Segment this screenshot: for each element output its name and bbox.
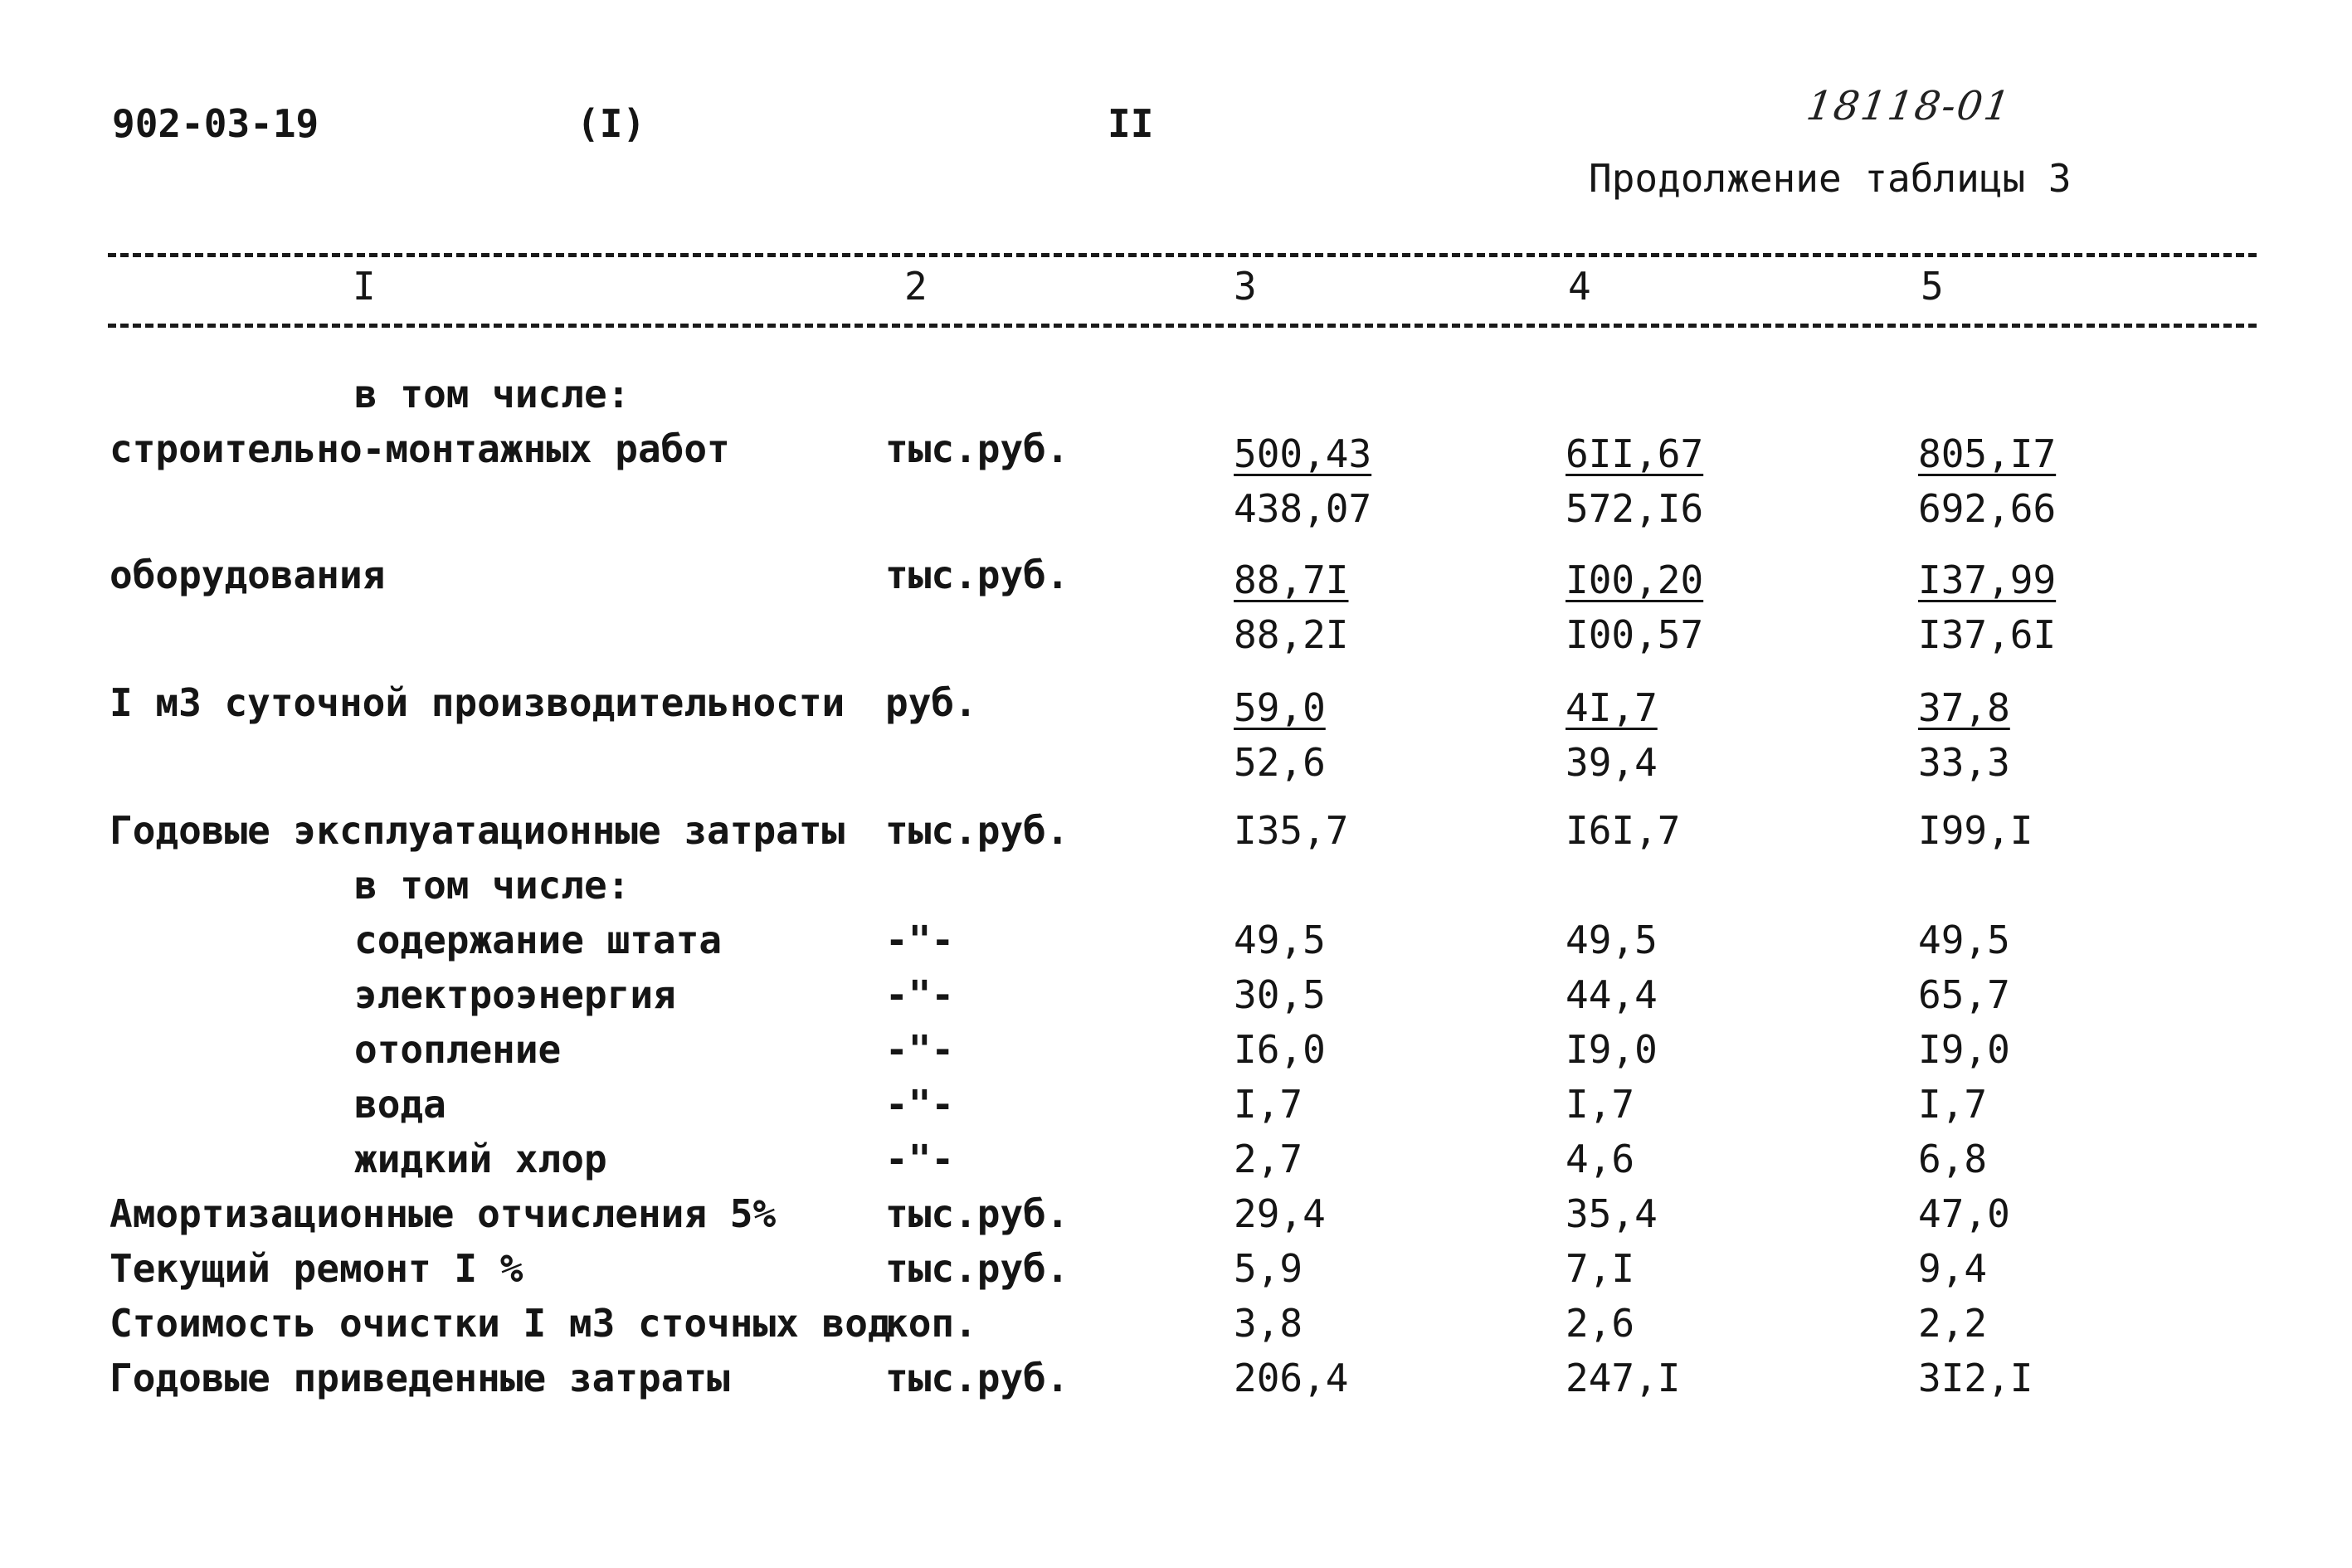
- row-unit: руб.: [885, 680, 977, 725]
- part-number: (I): [577, 101, 646, 146]
- column-header-3: 3: [1234, 264, 1257, 309]
- row-value-3: 5,9: [1234, 1246, 1303, 1291]
- table-row: [110, 553, 2267, 662]
- row-value-5: 65,7: [1918, 972, 2010, 1017]
- row-label: жидкий хлор: [354, 1137, 607, 1181]
- row-label: в том числе:: [354, 372, 631, 416]
- row-unit: -"-: [885, 1027, 955, 1072]
- row-label: Стоимость очистки I м3 сточных вод: [110, 1301, 891, 1346]
- row-value-4: 4,6: [1566, 1137, 1635, 1181]
- row-unit: тыс.руб.: [885, 1246, 1069, 1291]
- row-value-3: I35,7: [1234, 808, 1349, 853]
- row-unit: тыс.руб.: [885, 1191, 1069, 1236]
- row-value-4: 49,5: [1566, 918, 1658, 962]
- row-label: отопление: [354, 1027, 562, 1072]
- row-label: Амортизационные отчисления 5%: [110, 1191, 777, 1236]
- row-value-3: I,7: [1234, 1082, 1303, 1127]
- table-row: [110, 1356, 2267, 1410]
- row-unit: тыс.руб.: [885, 553, 1069, 597]
- row-label: вода: [354, 1082, 446, 1127]
- row-value-3: 29,4: [1234, 1191, 1326, 1236]
- row-value-4: I9,0: [1566, 1027, 1658, 1072]
- row-value-4: I6I,7: [1566, 808, 1681, 853]
- row-value-5: I99,I: [1918, 808, 2033, 853]
- row-value-3: 2,7: [1234, 1137, 1303, 1181]
- row-value-4: 35,4: [1566, 1191, 1658, 1236]
- row-value-3: $\frac{59,0}{52,6}$: [1234, 685, 1326, 785]
- row-unit: -"-: [885, 972, 955, 1017]
- row-value-4: $\frac{4I,7}{39,4}$: [1566, 685, 1658, 785]
- row-value-5: 6,8: [1918, 1137, 1988, 1181]
- row-unit: тыс.руб.: [885, 1356, 1069, 1400]
- header-rule-top: [108, 253, 2257, 257]
- page-number: II: [1108, 101, 1154, 146]
- row-value-4: 2,6: [1566, 1301, 1635, 1346]
- row-unit: -"-: [885, 1082, 955, 1127]
- row-label: Текущий ремонт I %: [110, 1246, 523, 1291]
- row-value-5: I9,0: [1918, 1027, 2010, 1072]
- row-label: в том числе:: [354, 863, 631, 908]
- column-header-4: 4: [1568, 264, 1591, 309]
- row-unit: тыс.руб.: [885, 808, 1069, 853]
- table-row: [110, 1027, 2267, 1082]
- row-label: содержание штата: [354, 918, 723, 962]
- row-value-4: I,7: [1566, 1082, 1635, 1127]
- row-value-3: $\frac{500,43}{438,07}$: [1234, 431, 1372, 531]
- row-value-4: 7,I: [1566, 1246, 1635, 1291]
- column-header-1: I: [353, 264, 376, 309]
- row-value-3: 30,5: [1234, 972, 1326, 1017]
- row-unit: коп.: [885, 1301, 977, 1346]
- row-label: Годовые эксплуатационные затраты: [110, 808, 845, 853]
- row-unit: -"-: [885, 1137, 955, 1181]
- row-value-5: $\frac{805,I7}{692,66}$: [1918, 431, 2057, 531]
- row-unit: тыс.руб.: [885, 426, 1069, 471]
- row-unit: -"-: [885, 918, 955, 962]
- row-value-4: 247,I: [1566, 1356, 1681, 1400]
- table-row: [110, 1301, 2267, 1356]
- handwritten-number: 18118-01: [1804, 83, 2014, 129]
- row-value-5: $\frac{37,8}{33,3}$: [1918, 685, 2010, 785]
- table-row: [110, 808, 2267, 863]
- row-value-5: 2,2: [1918, 1301, 1988, 1346]
- column-header-5: 5: [1921, 264, 1944, 309]
- row-value-5: 9,4: [1918, 1246, 1988, 1291]
- table-row: [110, 680, 2267, 790]
- row-value-4: $\frac{6II,67}{572,I6}$: [1566, 431, 1704, 531]
- row-value-3: I6,0: [1234, 1027, 1326, 1072]
- document-code: 902-03-19: [112, 101, 319, 146]
- row-label: электроэнергия: [354, 972, 676, 1017]
- row-value-3: $\frac{88,7I}{88,2I}$: [1234, 558, 1349, 657]
- row-value-3: 206,4: [1234, 1356, 1349, 1400]
- row-value-3: 49,5: [1234, 918, 1326, 962]
- row-value-5: 49,5: [1918, 918, 2010, 962]
- row-value-5: 3I2,I: [1918, 1356, 2033, 1400]
- row-value-5: I,7: [1918, 1082, 1988, 1127]
- row-value-4: 44,4: [1566, 972, 1658, 1017]
- row-label: оборудования: [110, 553, 386, 597]
- table-row: [110, 426, 2267, 536]
- row-label: I м3 суточной производительности: [110, 680, 845, 725]
- table-row: [110, 1191, 2267, 1246]
- row-label: строительно-монтажных работ: [110, 426, 730, 471]
- table-continuation-title: Продолжение таблицы 3: [1589, 156, 2072, 201]
- table-row: [110, 1082, 2267, 1137]
- row-label: Годовые приведенные затраты: [110, 1356, 730, 1400]
- table-row: [110, 1246, 2267, 1301]
- row-value-3: 3,8: [1234, 1301, 1303, 1346]
- table-row: [110, 863, 2267, 918]
- row-value-4: $\frac{I00,20}{I00,57}$: [1566, 558, 1704, 657]
- column-header-2: 2: [904, 264, 928, 309]
- table-row: [110, 372, 2267, 426]
- header-rule-bottom: [108, 324, 2257, 328]
- table-row: [110, 972, 2267, 1027]
- row-value-5: $\frac{I37,99}{I37,6I}$: [1918, 558, 2057, 657]
- table-row: [110, 1137, 2267, 1191]
- table-row: [110, 918, 2267, 972]
- row-value-5: 47,0: [1918, 1191, 2010, 1236]
